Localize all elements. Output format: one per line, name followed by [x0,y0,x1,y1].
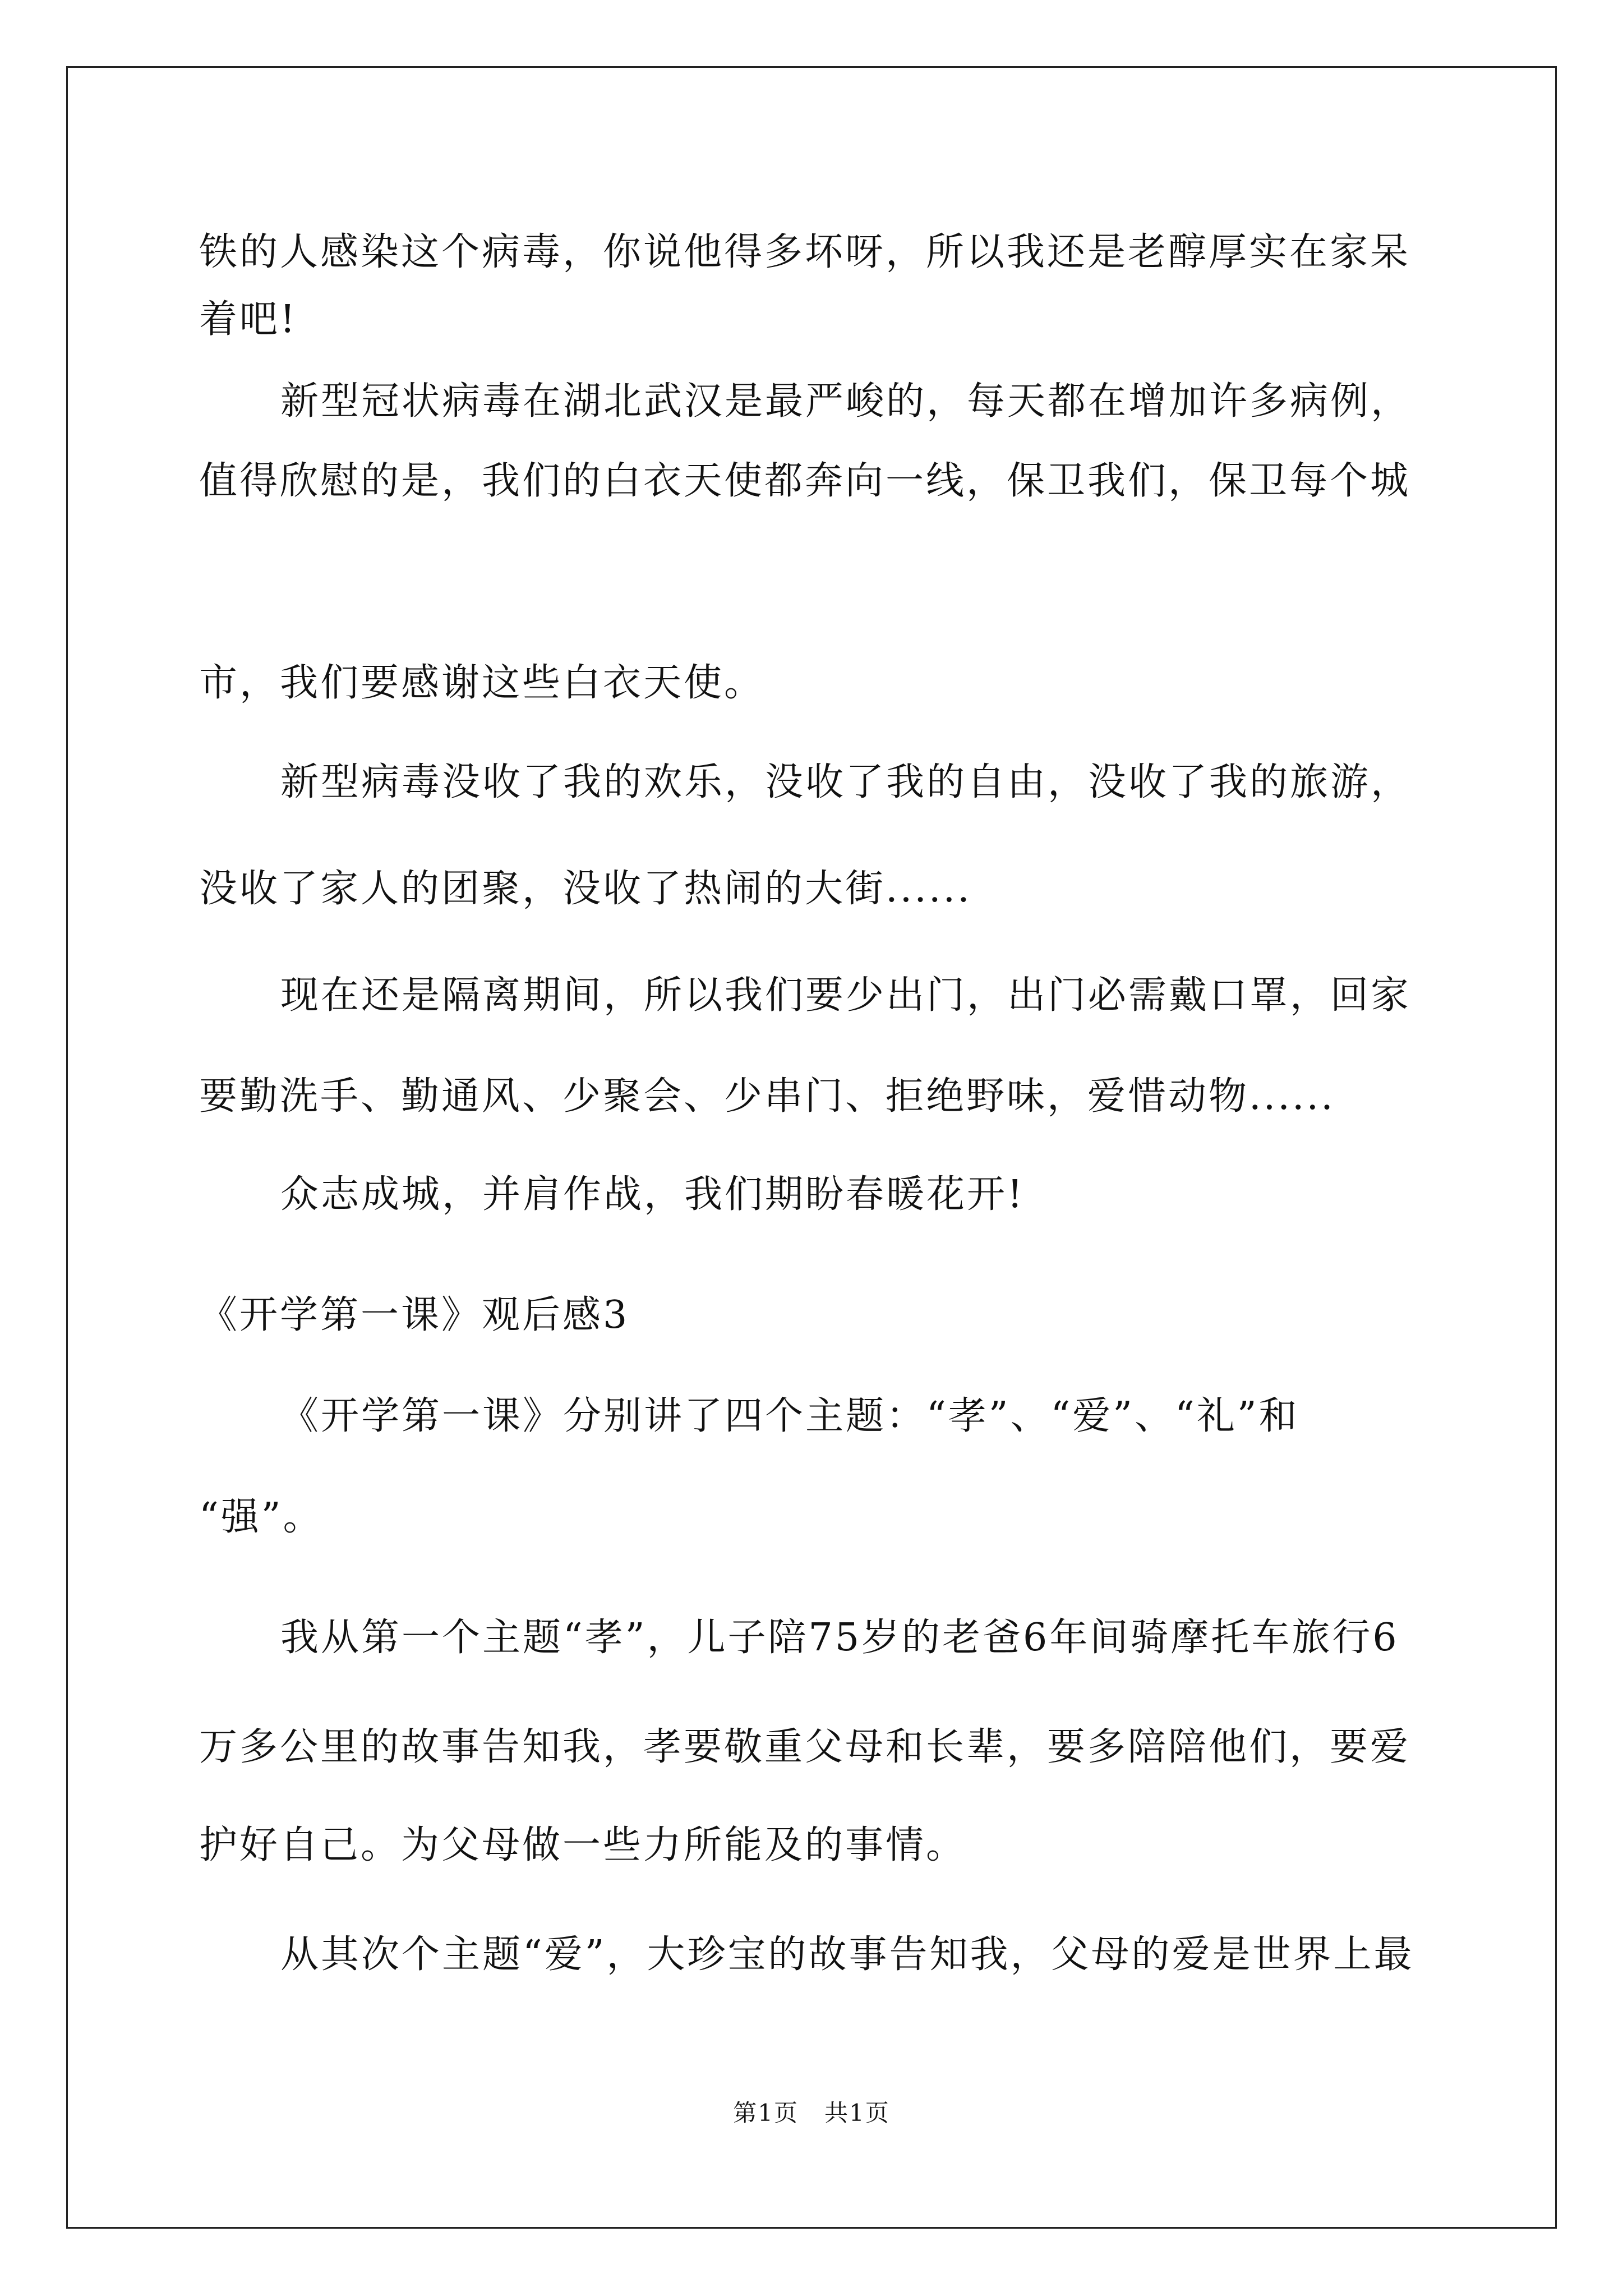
paragraph-line: 我从第一个主题“孝”，儿子陪75岁的老爸6年间骑摩托车旅行6 [280,1616,1399,1660]
body-line: “强”。 [199,1495,324,1539]
body-line: 万多公里的故事告知我，孝要敬重父母和长辈，要多陪陪他们，要爱 [199,1725,1411,1769]
body-line: 要勤洗手、勤通风、少聚会、少串门、拒绝野味，爱惜动物...... [199,1074,1335,1119]
paragraph-line: 从其次个主题“爱”，大珍宝的故事告知我，父母的爱是世界上最 [280,1932,1414,1977]
paragraph-line: 新型冠状病毒在湖北武汉是最严峻的，每天都在增加许多病例， [280,379,1412,424]
body-line: 护好自己。为父母做一些力所能及的事情。 [199,1823,967,1867]
body-line: 着吧! [199,297,298,342]
page-footer: 第1页 共1页 [733,2099,890,2127]
body-line: 市，我们要感谢这些白衣天使。 [199,661,765,705]
body-line: 铁的人感染这个病毒，你说他得多坏呀，所以我还是老醇厚实在家呆 [199,230,1411,274]
paragraph-line: 新型病毒没收了我的欢乐，没收了我的自由，没收了我的旅游， [280,760,1412,804]
body-line: 值得欣慰的是，我们的白衣天使都奔向一线，保卫我们，保卫每个城 [199,459,1411,503]
section-heading: 《开学第一课》观后感3 [199,1293,630,1337]
paragraph-line: 众志成城，并肩作战，我们期盼春暖花开! [280,1172,1025,1217]
paragraph-line: 《开学第一课》分别讲了四个主题：“孝”、“爱”、“礼”和 [280,1394,1299,1438]
body-line: 没收了家人的团聚，没收了热闹的大街...... [199,867,972,911]
paragraph-line: 现在还是隔离期间，所以我们要少出门，出门必需戴口罩，回家 [280,973,1412,1018]
